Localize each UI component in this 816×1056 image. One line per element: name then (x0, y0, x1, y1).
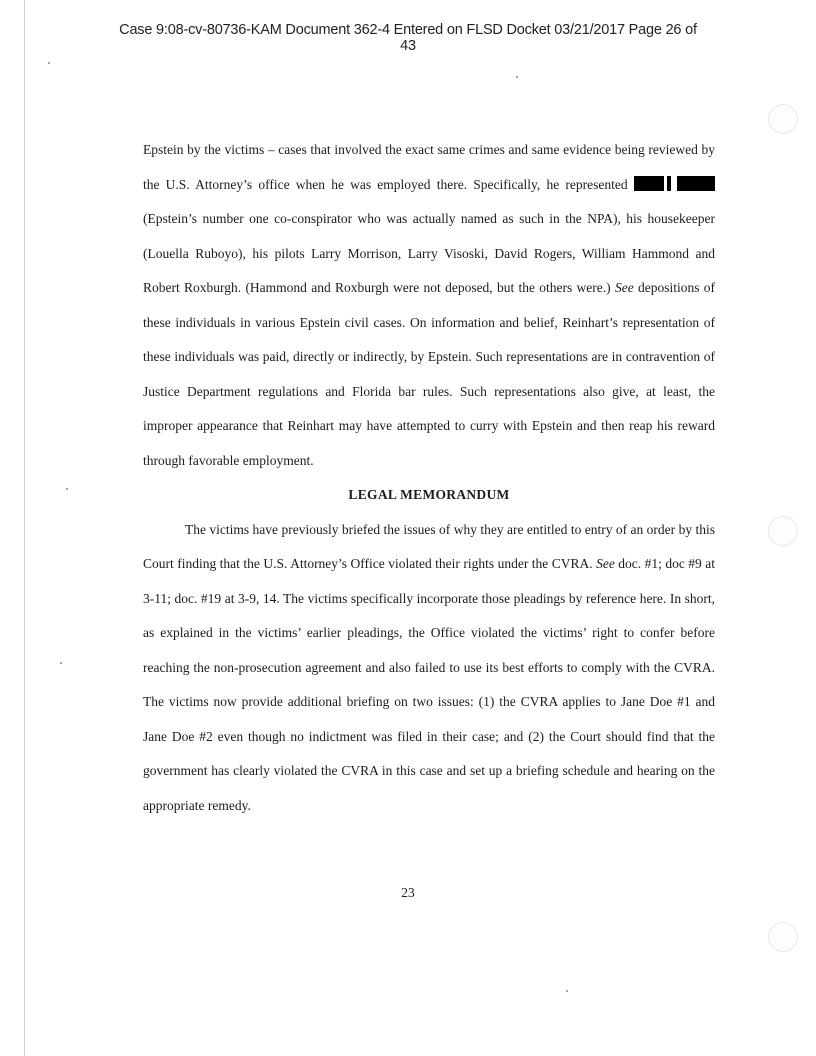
scan-speck (60, 662, 62, 664)
redaction-box (667, 176, 671, 191)
paragraph-1-text-c: depositions of these individuals in various Epstein civil cases. On information and belief, Reinhart’s representation of these individuals was paid, directly or indirectly, by Epstein. Such representations are in contravention of Justice Department regulations and Florida bar rules. Such representations also give, at least, the improper appearance that Reinhart may have attempted to curry with Epstein and then reap his reward through favorable employment. (143, 280, 716, 468)
court-filing-header (0, 22, 816, 54)
paragraph-2-see: See (596, 556, 615, 571)
case-stamp: Case 9:08-cv-80736-KAM Document 362-4 Entered on FLSD Docket 03/21/2017 Page 26 of (119, 22, 697, 38)
punch-hole (768, 922, 798, 952)
paragraph-1 (143, 133, 715, 478)
redaction-box (634, 176, 664, 191)
scan-speck (566, 990, 568, 992)
page-number: 23 (401, 885, 415, 900)
page-total: 43 (400, 38, 416, 54)
paragraph-2-text-a: The victims have previously briefed the issues of why they are entitled to entry of an order by this Court finding that the U.S. Attorney’s Office violated their rights under the CVRA. (143, 521, 715, 571)
punch-hole (768, 104, 798, 134)
paragraph-1-text-a: Epstein by the victims – cases that involved the exact same crimes and same evidence being reviewed by the U.S. Attorney’s office when he was employed there. Specifically, he represented (143, 142, 715, 192)
punch-hole (768, 516, 798, 546)
paragraph-2 (143, 513, 715, 824)
scan-speck (516, 76, 518, 78)
paragraph-1-see: See (614, 280, 634, 295)
document-body (143, 133, 715, 823)
redaction-box (677, 176, 715, 191)
paragraph-1-text-b: (Epstein’s number one co-conspirator who was actually named as such in the NPA), his housekeeper (Louella Ruboyo), his pilots Larry Morrison, Larry Visoski, David Rogers, William Hammond and Robert Roxburgh. (Hammond and Roxburgh were not deposed, but the others were.) (143, 211, 715, 295)
scan-speck (48, 62, 50, 64)
scan-speck (66, 488, 68, 490)
section-heading: LEGAL MEMORANDUM (348, 487, 510, 502)
paragraph-2-text-b: doc. #1; doc #9 at 3-11; doc. #19 at 3-9, 14. The victims specifically incorporate those pleadings by reference here. In short, as explained in the victims’ earlier pleadings, the Office violated the victims’ right to confer before reaching the non-prosecution agreement and also failed to use its best efforts to comply with the CVRA. The victims now provide additional briefing on two issues: (1) the CVRA applies to Jane Doe #1 and Jane Doe #2 even though no indictment was filed in their case; and (2) the Court should find that the government has clearly violated the CVRA in this case and set up a briefing schedule and hearing on the appropriate remedy. (143, 556, 716, 813)
